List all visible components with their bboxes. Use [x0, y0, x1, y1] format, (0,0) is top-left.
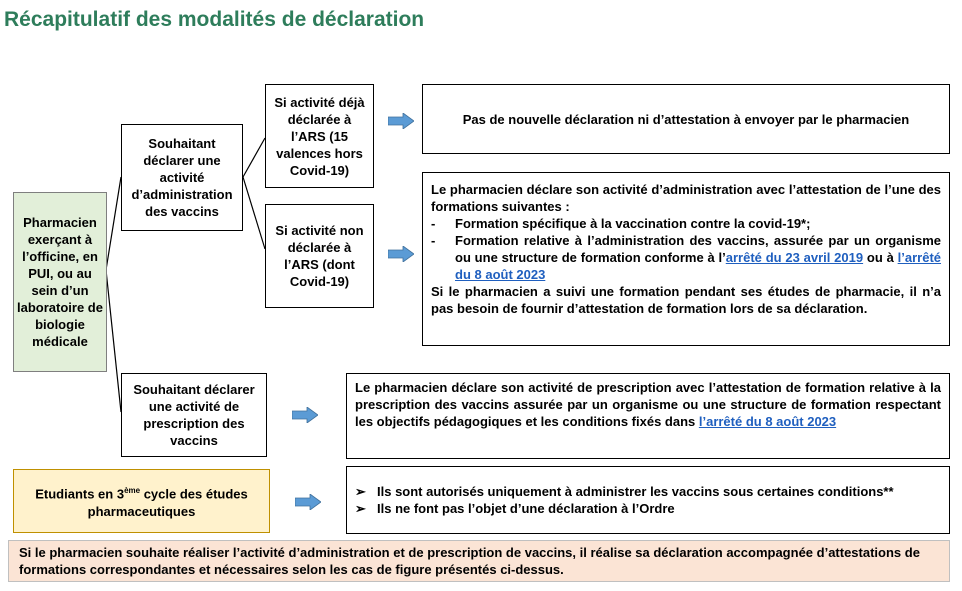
souhaitant-presc-label: Souhaitant déclarer une activité de prescription des vaccins [133, 382, 255, 448]
presc-declaration-box [346, 373, 950, 459]
page-title: Récapitulatif des modalités de déclaration [4, 8, 425, 31]
admin-item-2-text: Formation relative à l’administration des vaccins, assurée par un organisme ou une structure de formation conforme à l’ [455, 233, 941, 265]
admin-item-2-connector: ou à [863, 250, 898, 265]
deja-declaree-box [265, 84, 374, 188]
admin-outro: Si le pharmacien a suivi une formation pendant ses études de pharmacie, il n’a pas besoin de fournir d’attestation de formation lors de sa déclaration. [431, 284, 941, 316]
etudiants-box [13, 469, 270, 533]
arrow-bullet-icon: ➢ [355, 484, 366, 499]
bullet-marker: - [431, 233, 436, 248]
admin-declaration-box [422, 172, 950, 346]
souhaitant-presc-box [121, 373, 267, 457]
etudiants-item-2: Ils ne font pas l’objet d’une déclaration à l’Ordre [377, 501, 675, 516]
bullet-marker: - [431, 216, 436, 231]
arrow-right-icon [388, 246, 414, 262]
arrete-23-avril-2019-link[interactable]: arrêté du 23 avril 2019 [725, 250, 864, 265]
souhaitant-admin-label: Souhaitant déclarer une activité d’administration des vaccins [131, 136, 233, 219]
arrow-bullet-icon: ➢ [355, 501, 366, 516]
admin-item-1: Formation spécifique à la vaccination contre la covid-19*; [455, 216, 811, 231]
arrow-right-icon [292, 407, 318, 423]
deja-declaree-label: Si activité déjà déclarée à l’ARS (15 valences hors Covid-19) [274, 94, 365, 178]
arrow-right-icon [388, 113, 414, 129]
list-item [431, 215, 941, 232]
footer-text: Si le pharmacien souhaite réaliser l’activité d’administration et de prescription de vaccins, il réalise sa déclaration accompagnée d’attestations de formations correspondantes et nécessaires selon les cas de figure présentés ci-dessus. [19, 545, 920, 577]
presc-text: Le pharmacien déclare son activité de prescription avec l’attestation de formation relative à la prescription des vaccins assurée par un organisme ou une structure de formation respectant les objectifs pédagogiques et les conditions fixés dans [355, 380, 941, 429]
admin-intro: Le pharmacien déclare son activité d’administration avec l’attestation de l’une des formations suivantes : [431, 182, 941, 214]
etudiants-label: Etudiants en 3ème cycle des études pharmaceutiques [35, 486, 248, 519]
etudiants-info-box [346, 466, 950, 534]
non-declaree-box [265, 204, 374, 308]
arrete-8-aout-2023-link[interactable]: l’arrêté du 8 août 2023 [455, 250, 942, 282]
footer-note [8, 540, 950, 582]
pas-nouvelle-box [422, 84, 950, 154]
souhaitant-admin-box [121, 124, 243, 231]
etudiants-item-1: Ils sont autorisés uniquement à administrer les vaccins sous certaines conditions** [377, 484, 894, 499]
arrow-right-icon [295, 494, 321, 510]
non-declaree-label: Si activité non déclarée à l’ARS (dont Covid-19) [275, 223, 364, 289]
pas-nouvelle-label: Pas de nouvelle déclaration ni d’attestation à envoyer par le pharmacien [462, 111, 910, 127]
list-item [355, 500, 941, 517]
list-item [431, 232, 941, 283]
pharmacien-label: Pharmacien exerçant à l’officine, en PUI, ou au sein d’un laboratoire de biologie médicale [17, 215, 103, 349]
pharmacien-box [13, 192, 107, 372]
arrete-8-aout-2023-link[interactable]: l’arrêté du 8 août 2023 [698, 414, 837, 429]
list-item [355, 483, 941, 500]
